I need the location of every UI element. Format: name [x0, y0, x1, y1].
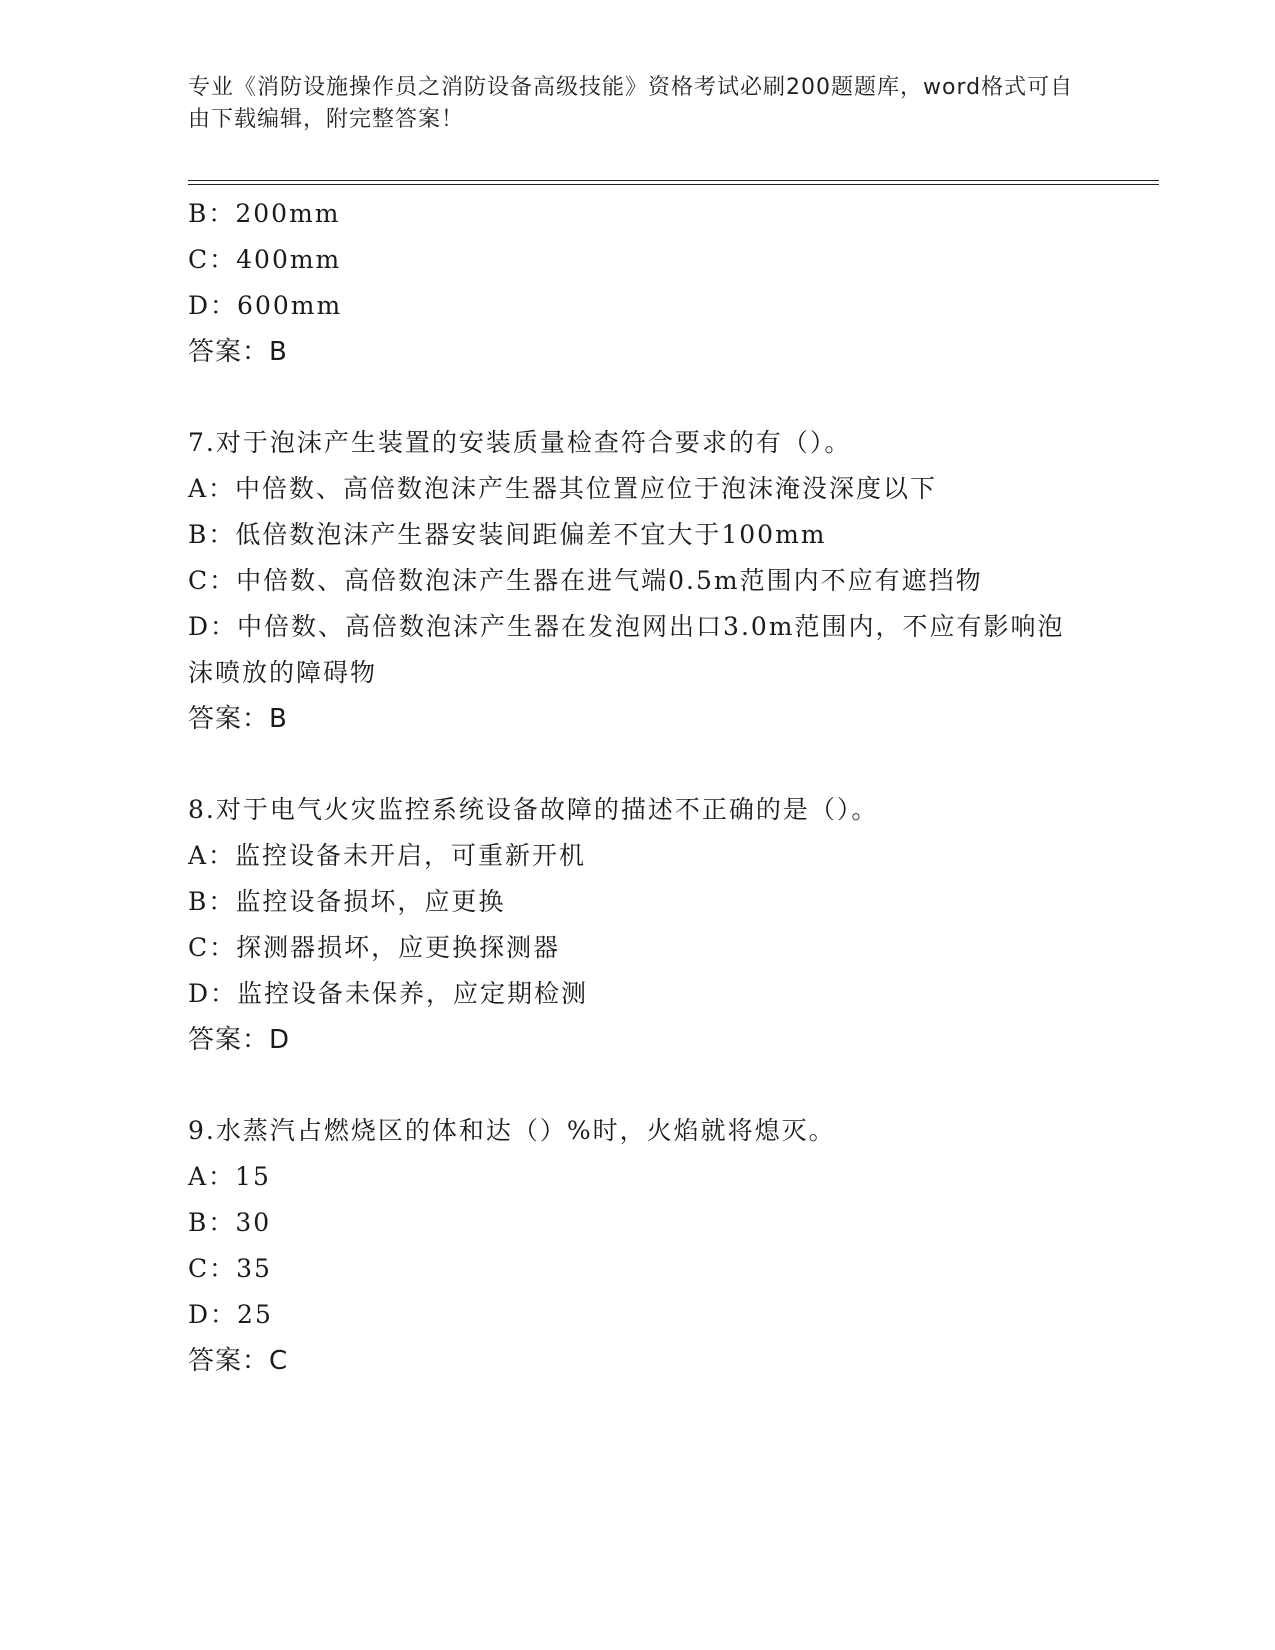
- option-c: C：400mm: [188, 245, 342, 274]
- answer-line: 答案：D: [188, 1025, 291, 1055]
- option-a: A：中倍数、高倍数泡沫产生器其位置应位于泡沫淹没深度以下: [188, 474, 938, 503]
- question-stem: 7.对于泡沫产生装置的安装质量检查符合要求的有（）。: [188, 428, 852, 457]
- answer-line: 答案：B: [188, 704, 288, 734]
- answer-line: 答案：C: [188, 1346, 289, 1376]
- question-stem: 8.对于电气火灾监控系统设备故障的描述不正确的是（）。: [188, 795, 879, 824]
- question-7: [188, 420, 1088, 742]
- option-d: D：25: [188, 1300, 273, 1329]
- option-a: A：监控设备未开启，可重新开机: [188, 841, 587, 870]
- option-d: D：中倍数、高倍数泡沫产生器在发泡网出口3.0m范围内，不应有影响泡沫喷放的障碍物: [188, 612, 1065, 687]
- option-d: D：600mm: [188, 291, 343, 320]
- option-b: B：监控设备损坏，应更换: [188, 887, 506, 916]
- option-a: A：15: [188, 1162, 271, 1191]
- answer-line: 答案：B: [188, 337, 288, 367]
- option-c: C：中倍数、高倍数泡沫产生器在进气端0.5m范围内不应有遮挡物: [188, 566, 983, 595]
- option-c: C：35: [188, 1254, 272, 1283]
- question-fragment: [188, 191, 1088, 375]
- option-d: D：监控设备未保养，应定期检测: [188, 979, 589, 1008]
- header-rule-top: [188, 180, 1159, 181]
- option-c: C：探测器损坏，应更换探测器: [188, 933, 561, 962]
- question-9: [188, 1108, 1088, 1384]
- option-b: B：200mm: [188, 199, 341, 228]
- question-8: [188, 787, 1088, 1063]
- option-b: B：低倍数泡沫产生器安装间距偏差不宜大于100mm: [188, 520, 827, 549]
- header-rule-bottom: [188, 184, 1159, 185]
- document-body: [188, 191, 1088, 1384]
- document-header: 专业《消防设施操作员之消防设备高级技能》资格考试必刷200题题库，word格式可自由下载编辑，附完整答案！: [188, 75, 1074, 132]
- option-b: B：30: [188, 1208, 272, 1237]
- question-stem: 9.水蒸汽占燃烧区的体和达（）%时，火焰就将熄灭。: [188, 1116, 836, 1145]
